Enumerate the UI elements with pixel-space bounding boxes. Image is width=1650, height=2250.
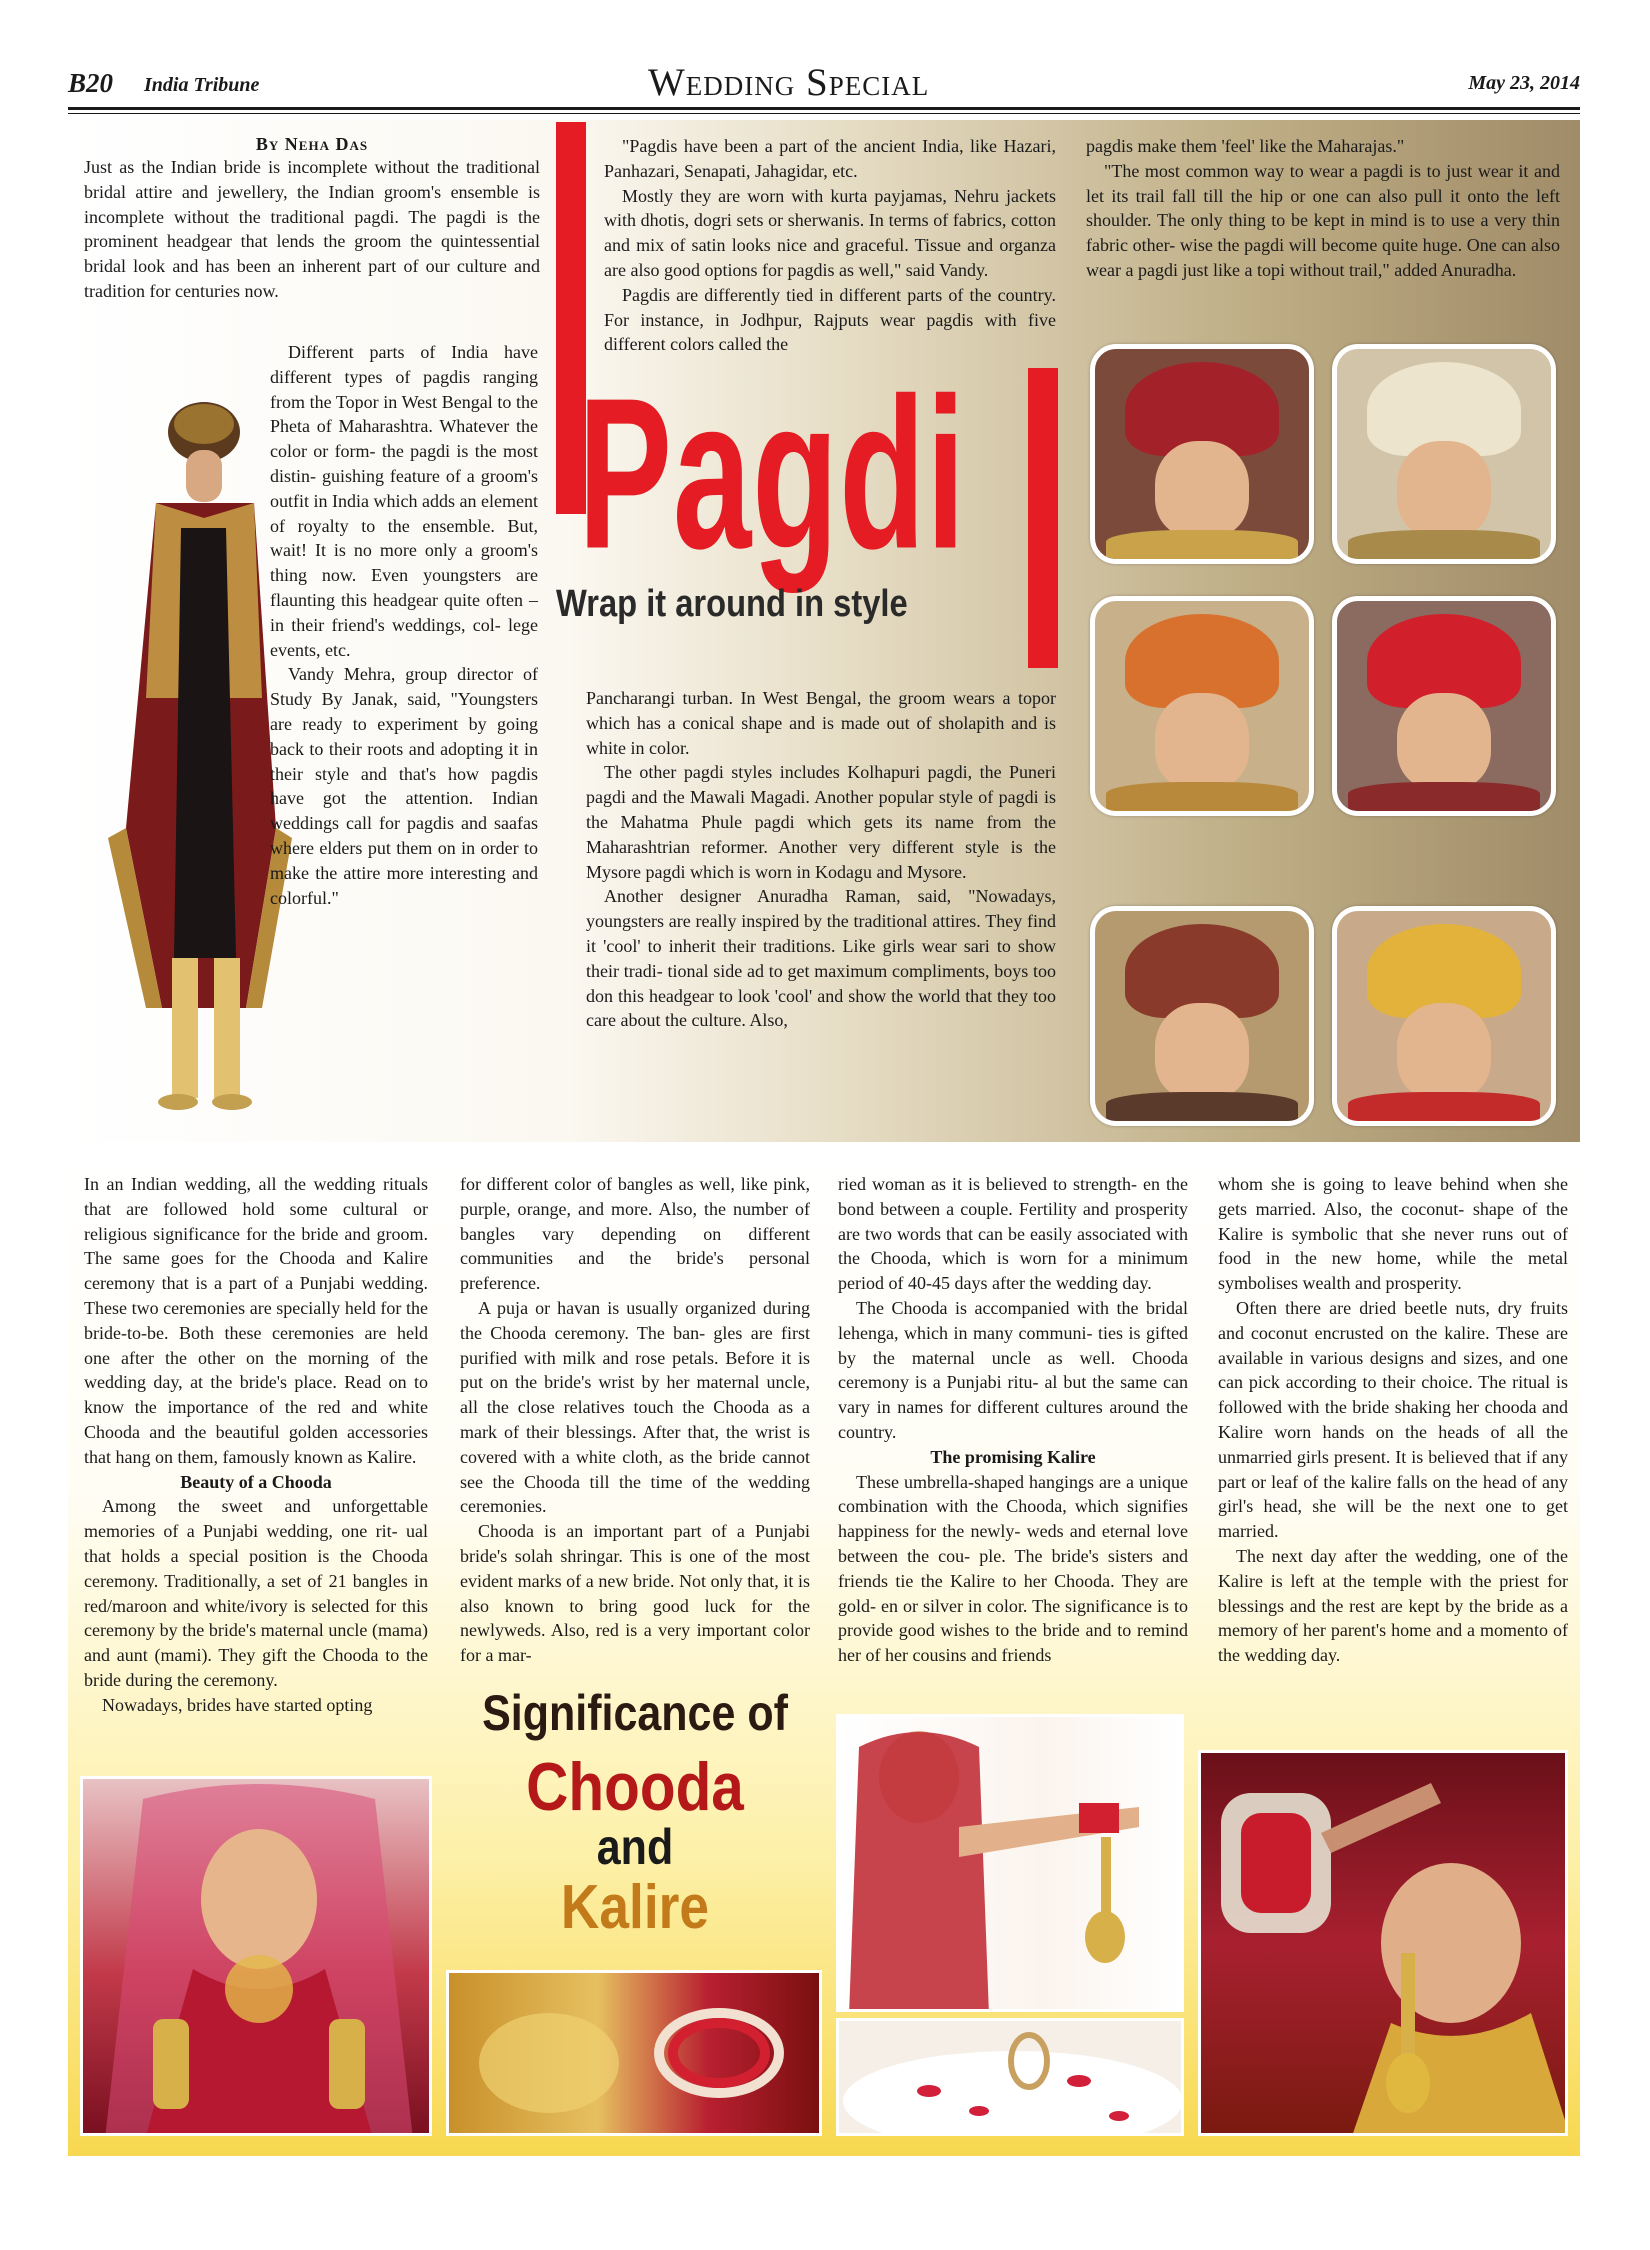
- masthead-rule-thin: [68, 113, 1580, 114]
- paragraph: The next day after the wedding, one of the Kalire is left at the temple with the priest for blessings and the rest are kept by the bride as a memory of her parent's home and a momento of the wedding day.: [1218, 1545, 1568, 1666]
- paragraph: whom she is going to leave behind when she gets married. Also, the coconut- shape of the Kalire is symbolic that she never runs out of food in the new home, while the metal symbolises wealth and prosperity.: [1218, 1174, 1568, 1294]
- paragraph: Just as the Indian bride is incomplete without the traditional bridal attire and jewellery, the Indian groom's ensemble is incomplete without the traditional pagdi. The pagdi is the prominent headgear that lends the groom the quintessential bridal look and has been an inherent part of our culture and tradition for centuries now.: [84, 157, 540, 301]
- title-bar-right: [1028, 368, 1058, 668]
- chooda-milk-rose-petals-photo: [836, 2018, 1184, 2136]
- paragraph: These umbrella-shaped hangings are a unique combination with the Chooda, which signifies happiness for the newly- weds and eternal love between the cou- ple. The bride's sisters and friends tie the Kalire to her Chooda. They are gold- en or silver in color. The significance is to provide good wishes to the bride and to remind her of her cousins and friends: [838, 1471, 1188, 1666]
- turban-photo-5: [1090, 906, 1314, 1126]
- chooda-title-line-2: Chooda: [526, 1749, 744, 1825]
- chooda-title-line-3: and: [596, 1819, 674, 1875]
- paragraph: Vandy Mehra, group director of Study By Janak, said, "Youngsters are ready to experiment by going back to their roots and adopting it in their style and that's how pagdis have got the attention. Indian weddings call for pagdis and saafas where elders put them on in order to make the attire more interesting and colorful.": [270, 664, 538, 908]
- paragraph: ried woman as it is believed to strength- en the bond between a couple. Fertility and prosperity are two words that can be easily associated with the Chooda, which is worn for a minimum period of 40-45 days after the wedding day.: [838, 1174, 1188, 1294]
- turban-photo-3: [1090, 596, 1314, 816]
- paragraph: for different color of bangles as well, like pink, purple, orange, and more. Also, the number of bangles vary depending on different communities and the bride's personal preference.: [460, 1174, 810, 1294]
- paragraph: In an Indian wedding, all the wedding rituals that are followed hold some cultural or religious significance for the bride and groom. The same goes for the Chooda and Kalire ceremony that is a part of a Punjabi wedding. These two ceremonies are specially held for the bride-to-be. Both these ceremonies are held one after the other on the morning of the wedding day, at the bride's place. Read on to know the importance of the red and white Chooda and the beautiful golden accessories that hang on them, famously known as Kalire.: [84, 1174, 428, 1467]
- subheading-promising-kalire: The promising Kalire: [930, 1446, 1096, 1467]
- pagdi-column-2-top: [604, 134, 1056, 357]
- page-number: B20: [68, 68, 114, 98]
- chooda-column-3: [838, 1172, 1188, 1668]
- subheading-beauty-of-chooda: Beauty of a Chooda: [180, 1471, 332, 1492]
- paragraph: "Pagdis have been a part of the ancient India, like Hazari, Panhazari, Senapati, Jahagidar, etc.: [604, 136, 1056, 181]
- turban-photo-6: [1332, 906, 1556, 1126]
- paragraph: Nowadays, brides have started opting: [102, 1694, 373, 1715]
- chooda-column-2: [460, 1172, 810, 1668]
- paragraph: Different parts of India have different types of pagdis ranging from the Topor in West Bengal to the Pheta of Maharashtra. Whatever the color or form- the pagdi is the most distin- guishing feature of a groom's outfit in India which adds an element of royalty to the ensemble. But, wait! It is no more only a groom's thing now. Even youngsters are flaunting this headgear quite often – in their friend's weddings, col- lege events, etc.: [270, 342, 538, 660]
- pagdi-column-2-bottom: [586, 686, 1056, 1033]
- chooda-title-line-1: Significance of: [482, 1685, 788, 1741]
- issue-date: May 23, 2014: [1468, 72, 1580, 94]
- bride-chooda-closeup-photo: [1198, 1750, 1568, 2136]
- pagdi-subtitle: Wrap it around in style: [556, 583, 908, 625]
- paragraph: Pancharangi turban. In West Bengal, the groom wears a topor which has a conical shape and is made out of sholapith and is white in color.: [586, 688, 1056, 758]
- paragraph: The other pagdi styles includes Kolhapuri pagdi, the Puneri pagdi and the Mawali Magadi. Another popular style of pagdi is the Mahatma Phule pagdi which gets its name from the Maharashtrian reformer. Another very different style is the Mysore pagdi which is worn in Kodagu and Mysore.: [586, 762, 1056, 882]
- pagdi-column-3: [1086, 134, 1560, 283]
- masthead: [68, 60, 1580, 110]
- byline: By Neha Das: [255, 134, 369, 154]
- turban-photo-1: [1090, 344, 1314, 564]
- publication-name: India Tribune: [144, 74, 260, 96]
- paragraph: A puja or havan is usually organized during the Chooda ceremony. The ban- gles are first purified with milk and rose petals. Before it is put on the bride's wrist by her maternal uncle, all the close relatives touch the Chooda as a mark of their blessings. After that, the wrist is covered with a white cloth, as the bride cannot see the Chooda till the time of the wedding ceremonies.: [460, 1297, 810, 1517]
- paragraph: Chooda is an important part of a Punjabi bride's solah shringar. This is one of the most evident marks of a new bride. Not only that, it is also known to bring good luck for the newlyweds. Also, red is a very important color for a mar-: [460, 1521, 810, 1666]
- masthead-rule-thick: [68, 107, 1580, 110]
- turban-photo-2: [1332, 344, 1556, 564]
- kalire-bangles-photo: [446, 1970, 822, 2136]
- paragraph: "The most common way to wear a pagdi is to just wear it and let its trail fall till the hip or one can also pull it onto the left shoulder. The only thing to be kept in mind is to use a very thin fabric other- wise the pagdi will become quite huge. One can also wear a pagdi just like a topi without trail," added Anuradha.: [1086, 160, 1560, 280]
- paragraph: Mostly they are worn with kurta payjamas, Nehru jackets with dhotis, dogri sets or sherwanis. In terms of fabrics, cotton and mix of satin looks nice and graceful. Tissue and organza are also good options for pagdis as well," said Vandy.: [604, 185, 1056, 280]
- chooda-column-1: [84, 1172, 428, 1718]
- pagdi-title: Pagdi: [578, 353, 967, 594]
- pagdi-column-1-wrap: [270, 340, 538, 910]
- paragraph: Among the sweet and unforgettable memories of a Punjabi wedding, one rit- ual that holds a special position is the Chooda ceremony. Traditionally, a set of 21 bangles in red/maroon and white/ivory is selected for this ceremony by the bride's maternal uncle (mama) and aunt (mami). They gift the Chooda to the bride during the ceremony.: [84, 1496, 428, 1690]
- bride-kalire-hanging-photo: [836, 1714, 1184, 2012]
- paragraph: Often there are dried beetle nuts, dry fruits and coconut encrusted on the kalire. These are available in various designs and sizes, and one can pick according to their choice. The ritual is followed with the bride shaking her chooda and Kalire worn hands on the heads of all the unmarried girls present. It is believed that if any part or leaf of the kalire falls on the head of any girl's head, she will be the next one to get married.: [1218, 1297, 1568, 1542]
- turban-photo-4: [1332, 596, 1556, 816]
- bride-red-dupatta-photo: [80, 1776, 432, 2136]
- paragraph: Another designer Anuradha Raman, said, "Nowadays, youngsters are really inspired by the traditional attires. They find it 'cool' to inherit their traditions. Like girls wear sari to show their tradi- tional side ad to get maximum compliments, boys too don this headgear to look 'cool' and show the world that they too care about the culture. Also,: [586, 886, 1056, 1031]
- paragraph: The Chooda is accompanied with the bridal lehenga, which in many communi- ties is gifted by the maternal uncle as well. Chooda ceremony is a Punjabi ritu- al but the same can vary in names for different cultures around the country.: [838, 1297, 1188, 1442]
- paragraph: pagdis make them 'feel' like the Maharajas.": [1086, 136, 1405, 156]
- chooda-column-4: [1218, 1172, 1568, 1668]
- chooda-title-line-4: Kalire: [560, 1873, 710, 1942]
- paragraph: Pagdis are differently tied in different parts of the country. For instance, in Jodhpur, Rajputs wear pagdis with five different colors called the: [604, 284, 1056, 355]
- pagdi-column-1: [84, 134, 540, 304]
- section-title: Wedding Special: [648, 61, 930, 104]
